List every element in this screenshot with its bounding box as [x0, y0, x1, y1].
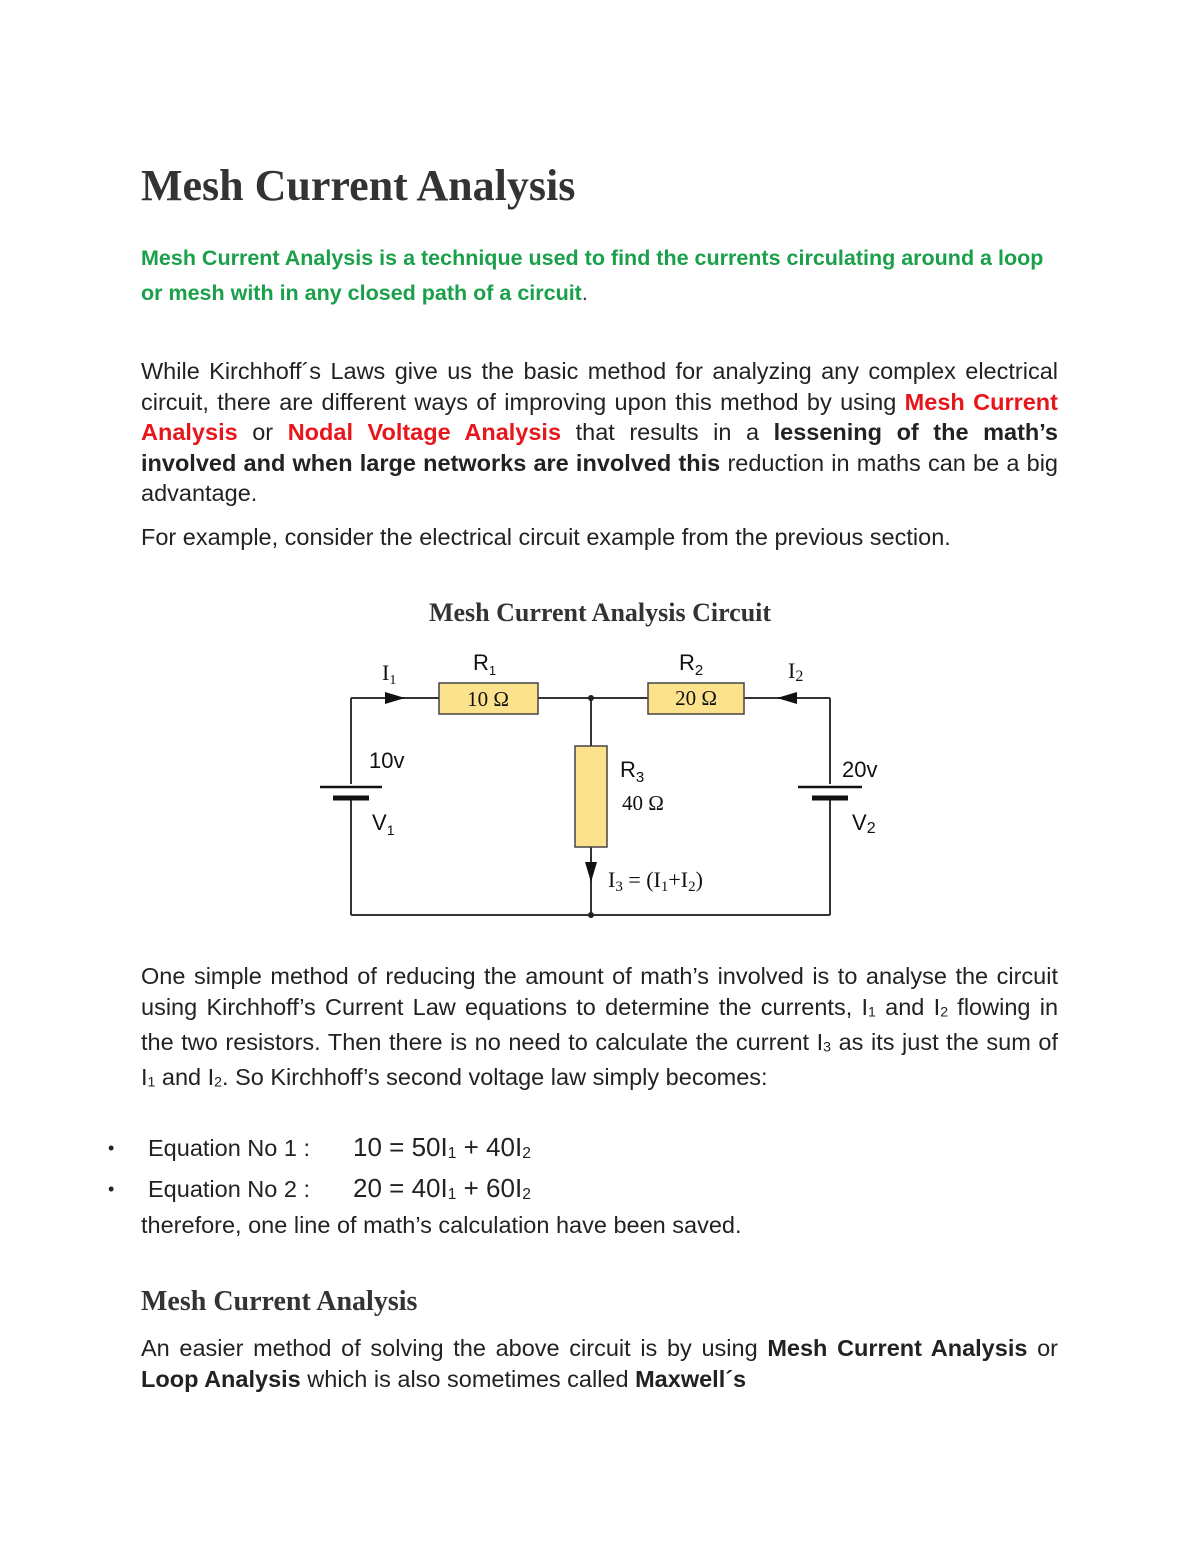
- intro-text: Mesh Current Analysis is a technique used to find the currents circulating around a loop or mesh with in any closed path of a circuit: [141, 246, 1044, 305]
- p1-text-4: reduction in maths can be a big advantage.: [141, 449, 1059, 506]
- v1-value: 10v: [369, 748, 405, 773]
- p3-text-6: . So Kirchhoff’s second voltage law simply becomes:: [222, 1063, 768, 1090]
- p3-text-3: flowing in the two resistors. Then there is no need to calculate the current I: [141, 993, 1059, 1055]
- equation-1: 10 = 50I1 + 40I2: [353, 1132, 531, 1162]
- r3-value: 40 Ω: [622, 791, 664, 815]
- arrow-i2-icon: [777, 692, 797, 704]
- label-v2: V2: [852, 810, 876, 837]
- page-title: Mesh Current Analysis: [141, 161, 576, 210]
- p1-bold-text: lessening of the math’s involved and when large networks are involved this: [141, 419, 1058, 476]
- equation-2: 20 = 40I1 + 60I2: [353, 1173, 531, 1203]
- p3-text-1: One simple method of reducing the amount of math’s involved is to analyse the circuit using Kirchhoff’s Current Law equations to determine the currents, I: [141, 963, 1058, 1020]
- link-mesh-current-analysis: Mesh Current Analysis: [141, 388, 1058, 445]
- label-i2: I2: [788, 658, 804, 685]
- battery-v2-icon: [798, 787, 862, 798]
- p5-bold-mesh: Mesh Current Analysis: [767, 1335, 1028, 1361]
- p5-text-3: which is also sometimes called: [300, 1365, 636, 1392]
- bullet-icon: •: [108, 1179, 115, 1199]
- intro-end: .: [581, 281, 588, 305]
- arrow-i3-icon: [585, 862, 597, 882]
- arrow-i1-icon: [385, 692, 405, 704]
- paragraph-easier-method: [141, 1333, 1058, 1394]
- p1-text-3: that results in a: [561, 419, 774, 445]
- node-top: [588, 695, 594, 701]
- p3-sub-1: 1: [868, 1003, 876, 1020]
- p3-sub-3: 3: [823, 1038, 832, 1055]
- label-i3-equation: I3 = (I1+I2): [608, 867, 703, 895]
- label-r2: $R_2$: [679, 650, 704, 679]
- p3-sub-4: 1: [147, 1073, 156, 1090]
- p3-sub-2: 2: [940, 1003, 949, 1020]
- label-r1: $R_1$: [473, 650, 497, 678]
- p5-text-1: An easier method of solving the above circuit is by using: [141, 1335, 768, 1361]
- link-nodal-voltage-analysis: Nodal Voltage Analysis: [287, 419, 562, 445]
- paragraph-kcl: [141, 961, 1058, 1097]
- resistor-r3-icon: [575, 746, 607, 847]
- r1-value: 10 Ω: [467, 687, 509, 711]
- v2-value: 20v: [842, 757, 878, 782]
- p5-bold-maxwell: Maxwell´s: [635, 1365, 747, 1392]
- p5-bold-loop: Loop Analysis: [141, 1365, 301, 1392]
- p1-text-2: or: [237, 419, 288, 445]
- equation-list: [108, 1128, 531, 1210]
- section-heading: Mesh Current Analysis: [141, 1286, 418, 1317]
- circuit-title: Mesh Current Analysis Circuit: [428, 598, 772, 627]
- node-bottom: [588, 912, 594, 918]
- intro-paragraph: [141, 241, 1059, 311]
- circuit-diagram: [300, 640, 900, 930]
- p3-text-4: as its just the sum of I: [141, 1028, 1058, 1090]
- label-i1: I1: [382, 660, 397, 688]
- list-item: [108, 1128, 531, 1169]
- p3-sub-5: 2: [214, 1073, 223, 1090]
- label-r3: $R_3$: [620, 757, 645, 786]
- bullet-icon: •: [108, 1138, 115, 1158]
- equation-label: Equation No 1 :: [148, 1135, 310, 1161]
- paragraph-saved: therefore, one line of math’s calculation have been saved.: [141, 1212, 742, 1238]
- p1-text-1: While Kirchhoff´s Laws give us the basic method for analyzing any complex electrical circuit, there are different ways of improving upon this method by using: [141, 358, 1058, 415]
- r2-value: 20 Ω: [675, 686, 717, 710]
- list-item: [108, 1169, 531, 1210]
- equation-label: Equation No 2 :: [148, 1176, 310, 1202]
- label-v1: $V_1$: [372, 810, 395, 838]
- p3-text-5: and I: [155, 1063, 215, 1090]
- battery-v1-icon: [320, 787, 382, 798]
- p3-text-2: and I: [875, 993, 941, 1020]
- p5-text-2: or: [1027, 1335, 1058, 1361]
- paragraph-example: For example, consider the electrical circuit example from the previous section.: [141, 524, 951, 550]
- paragraph-kirchhoff: [141, 356, 1058, 509]
